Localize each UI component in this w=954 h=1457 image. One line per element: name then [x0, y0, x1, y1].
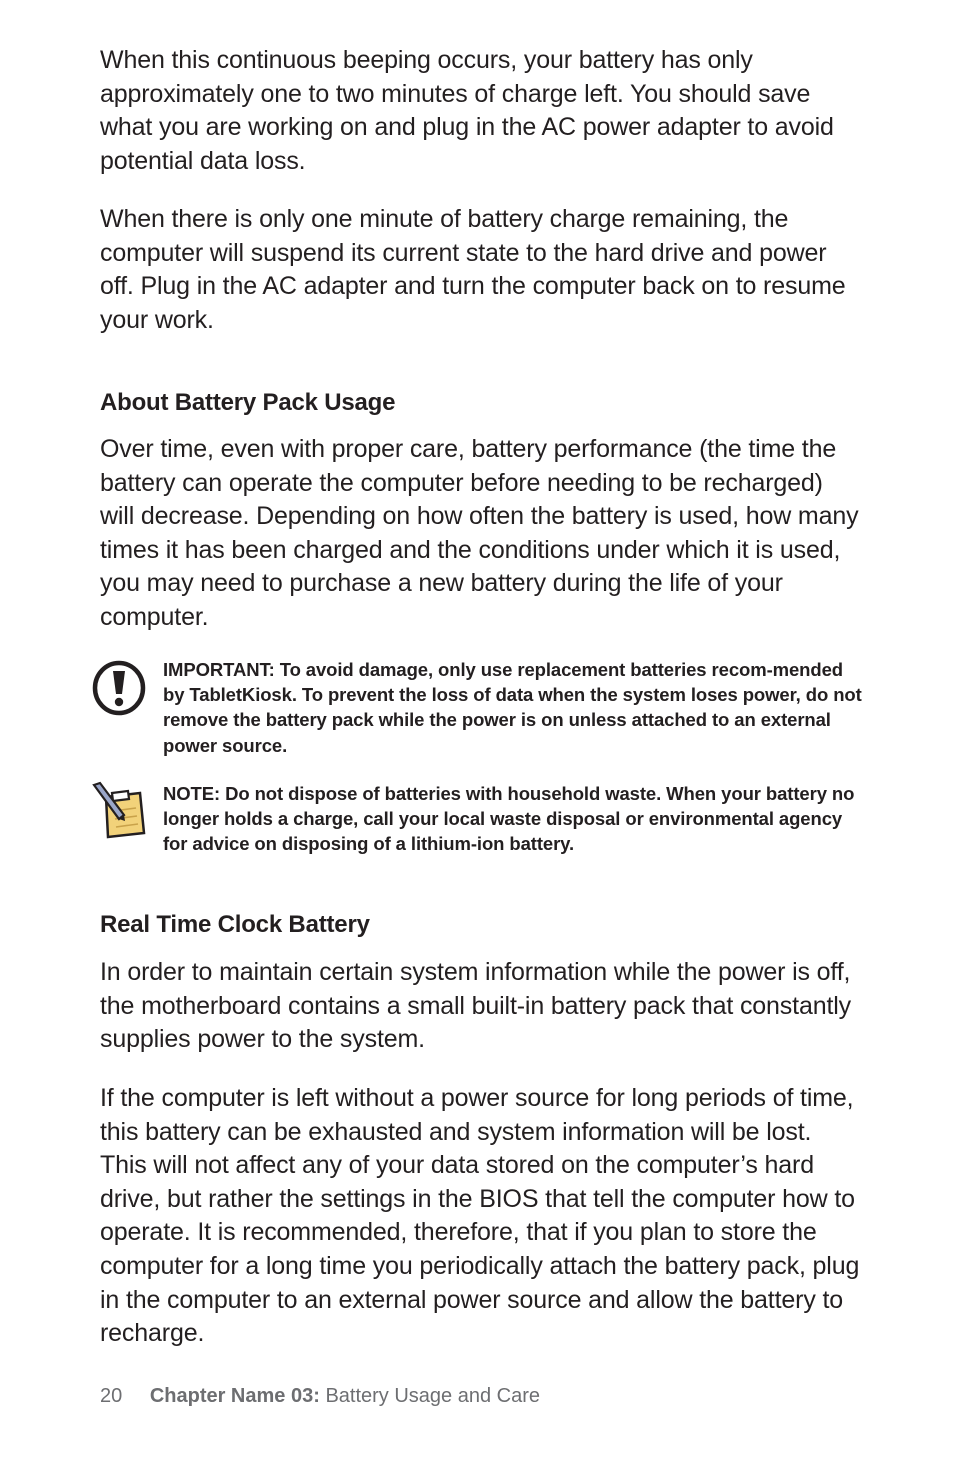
chapter-label: Chapter Name 03: [149, 1385, 320, 1407]
disposal-note-text: NOTE: Do not dispose of batteries with household waste. When your battery no longer holds a charge, call your local waste disposal or environmental agency for advice on disposing of a lithium-ion battery. [163, 783, 855, 855]
paragraph-battery-usage: Over time, even with proper care, battery performance (the time the battery can operate the computer before needing to be recharged) will decrease. Depending on how often the battery is used, how many times it has been charged and the conditions under which it is used, you may need to purchase a new battery during the life of your computer. [100, 435, 859, 631]
chapter-title: Battery Usage and Care [325, 1385, 540, 1407]
page-footer [100, 1385, 540, 1408]
exclamation-icon [92, 657, 146, 717]
heading-battery-pack-usage: About Battery Pack Usage [100, 389, 396, 416]
important-note-text: IMPORTANT: To avoid damage, only use replacement batteries recom-mended by TabletKiosk. To prevent the loss of data when the system loses power, do not remove the battery pack while the power is on unless attached to an external power source. [163, 659, 862, 756]
page-number: 20 [100, 1385, 123, 1407]
paragraph-beeping: When this continuous beeping occurs, your battery has only approximately one to two minutes of charge left. You should save what you are working on and plug in the AC power adapter to avoid potential data loss. [100, 46, 834, 175]
paragraph-rtc-storage: If the computer is left without a power source for long periods of time, this battery can be exhausted and system information will be lost. This will not affect any of your data stored on the computer’s hard drive, but rather the settings in the BIOS that tell the computer how to operate. It is recommended, therefore, that if you plan to store the computer for a long time you periodically attach the battery pack, plug in the computer to an external power source and allow the battery to recharge. [100, 1084, 860, 1348]
paragraph-rtc-intro: In order to maintain certain system information while the power is off, the motherboard contains a small built-in battery pack that constantly supplies power to the system. [100, 958, 852, 1054]
notepad-pen-icon [92, 781, 146, 841]
paragraph-suspend: When there is only one minute of battery charge remaining, the computer will suspend its current state to the hard drive and power off. Plug in the AC adapter and turn the computer back on to resume your work. [100, 205, 846, 334]
heading-real-time-clock-battery: Real Time Clock Battery [100, 911, 370, 938]
